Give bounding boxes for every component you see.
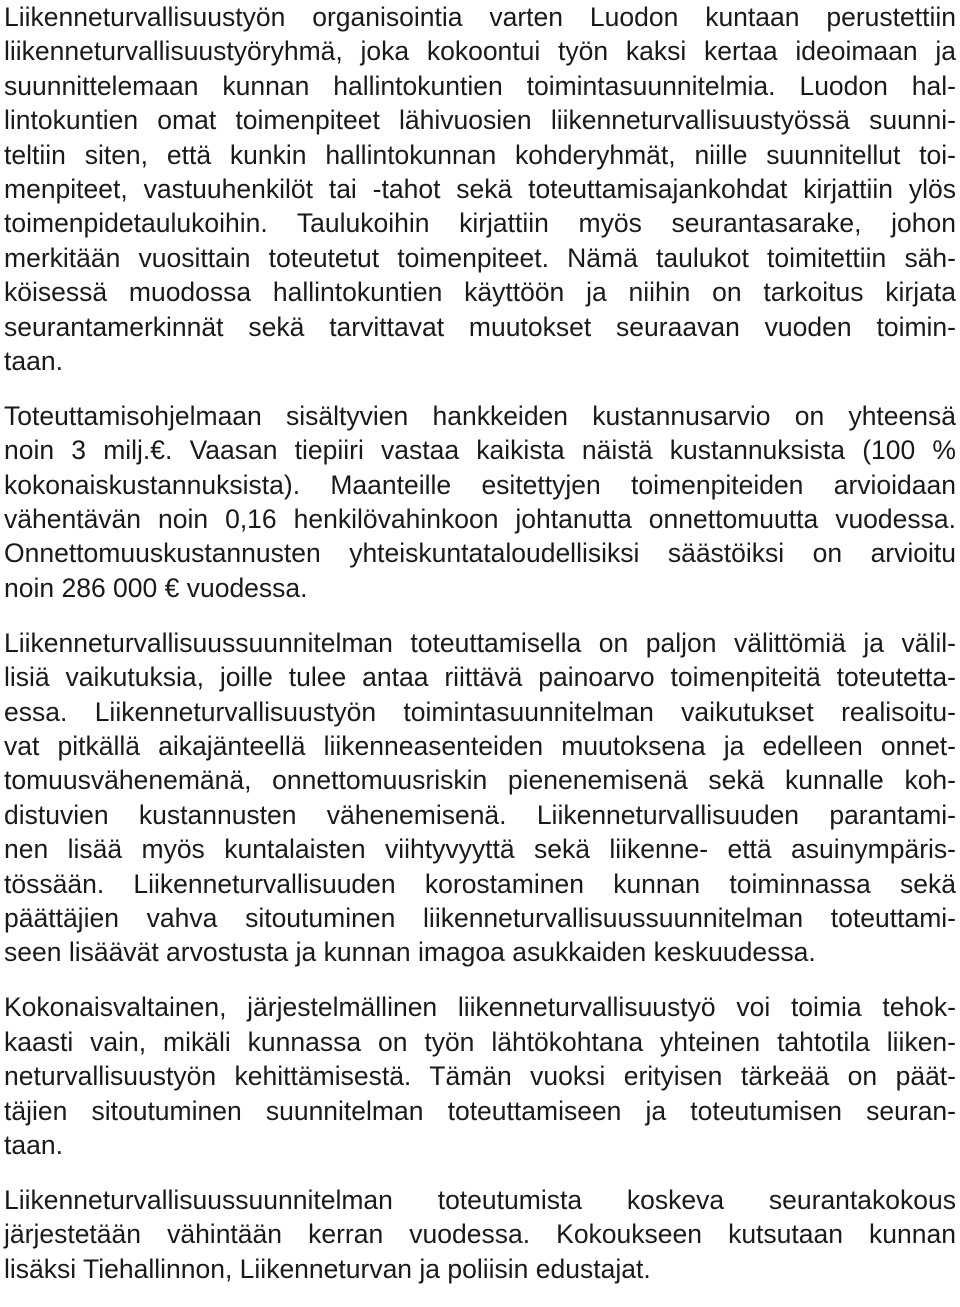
text-line: lisäksi Tiehallinnon, Liikenneturvan ja poliisin edustajat. — [4, 1253, 651, 1284]
text-line: merkitään vuosittain toteutetut toimenpiteet. Nämä taulukot toimitettiin säh- — [4, 242, 956, 273]
text-line: vat pitkällä aikajänteellä liikenneasenteiden muutoksena ja edelleen onnet- — [4, 731, 956, 761]
text-line: taan. — [4, 345, 63, 376]
text-line: seurantamerkinnät sekä tarvittavat muutokset seuraavan vuoden toimin- — [4, 311, 956, 342]
text-line: kokonaiskustannuksista). Maanteille esitettyjen toimenpiteiden arvioidaan — [4, 469, 956, 500]
text-line: Kokonaisvaltainen, järjestelmällinen liikenneturvallisuustyö voi toimia tehok- — [4, 992, 956, 1023]
document-page — [4, 0, 956, 1307]
text-line: menpiteet, vastuuhenkilöt tai -tahot sekä toteuttamisajankohdat kirjattiin ylös — [4, 173, 956, 204]
text-line: vähentävän noin 0,16 henkilövahinkoon johtanutta onnettomuutta vuodessa. — [4, 504, 956, 535]
paragraph-costs — [4, 399, 956, 605]
text-line: distuvien kustannusten vähenemisenä. Liikenneturvallisuuden parantami- — [4, 799, 956, 830]
text-line: lisiä vaikutuksia, joille tulee antaa riittävä painoarvo toimenpiteitä toteutetta- — [4, 662, 956, 693]
text-line: kaasti vain, mikäli kunnassa on työn lähtökohtana yhteinen tahtotila liiken- — [4, 1026, 956, 1057]
text-line: noin 286 000 € vuodessa. — [4, 572, 308, 603]
paragraph-commitment — [4, 990, 956, 1162]
text-line: toimenpidetaulukoihin. Taulukoihin kirjattiin myös seurantasarake, johon — [4, 208, 956, 239]
text-line: lintokuntien omat toimenpiteet lähivuosien liikenneturvallisuustyössä suunni- — [4, 105, 956, 136]
text-line: suunnittelemaan kunnan hallintokuntien toimintasuunnitelmia. Luodon hal- — [4, 70, 956, 101]
text-line: köisessä muodossa hallintokuntien käyttöön ja niihin on tarkoitus kirjata — [4, 277, 956, 308]
text-line: päättäjien vahva sitoutuminen liikenneturvallisuussuunnitelman toteuttami- — [4, 902, 956, 933]
text-line: täjien sitoutuminen suunnitelman toteuttamiseen ja toteutumisen seuran- — [4, 1095, 956, 1126]
text-line: nen lisää myös kuntalaisten viihtyvyyttä sekä liikenne- että asuinympäris- — [4, 834, 956, 865]
text-line: Liikenneturvallisuustyön organisointia varten Luodon kuntaan perustettiin — [4, 2, 956, 32]
paragraph-organisation — [4, 0, 956, 378]
text-line: seen lisäävät arvostusta ja kunnan imagoa asukkaiden keskuudessa. — [4, 937, 816, 968]
text-line: Liikenneturvallisuussuunnitelman toteuttamisella on paljon välittömiä ja välil- — [4, 627, 956, 658]
text-line: taan. — [4, 1129, 63, 1160]
text-line: noin 3 milj.€. Vaasan tiepiiri vastaa kaikista näistä kustannuksista (100 % — [4, 435, 956, 466]
text-line: teltiin siten, että kunkin hallintokunnan kohderyhmät, niille suunnitellut toi- — [4, 139, 956, 170]
paragraph-follow-up — [4, 1183, 956, 1286]
text-line: järjestetään vähintään kerran vuodessa. Kokoukseen kutsutaan kunnan — [4, 1219, 956, 1250]
text-line: Toteuttamisohjelmaan sisältyvien hankkeiden kustannusarvio on yhteensä — [4, 400, 956, 431]
paragraph-effects — [4, 626, 956, 970]
text-line: essa. Liikenneturvallisuustyön toimintasuunnitelman vaikutukset realisoitu- — [4, 696, 956, 727]
text-line: Liikenneturvallisuussuunnitelman toteutumista koskeva seurantakokous — [4, 1184, 956, 1215]
text-line: liikenneturvallisuustyöryhmä, joka kokoontui työn kaksi kertaa ideoimaan ja — [4, 36, 956, 67]
text-line: tössään. Liikenneturvallisuuden korostaminen kunnan toiminnassa sekä — [4, 868, 956, 899]
text-line: Onnettomuuskustannusten yhteiskuntataloudellisiksi säästöiksi on arvioitu — [4, 538, 956, 569]
text-line: tomuusvähenemänä, onnettomuusriskin pienenemisenä sekä kunnalle koh- — [4, 765, 956, 796]
text-line: neturvallisuustyön kehittämisestä. Tämän vuoksi erityisen tärkeää on päät- — [4, 1061, 956, 1092]
